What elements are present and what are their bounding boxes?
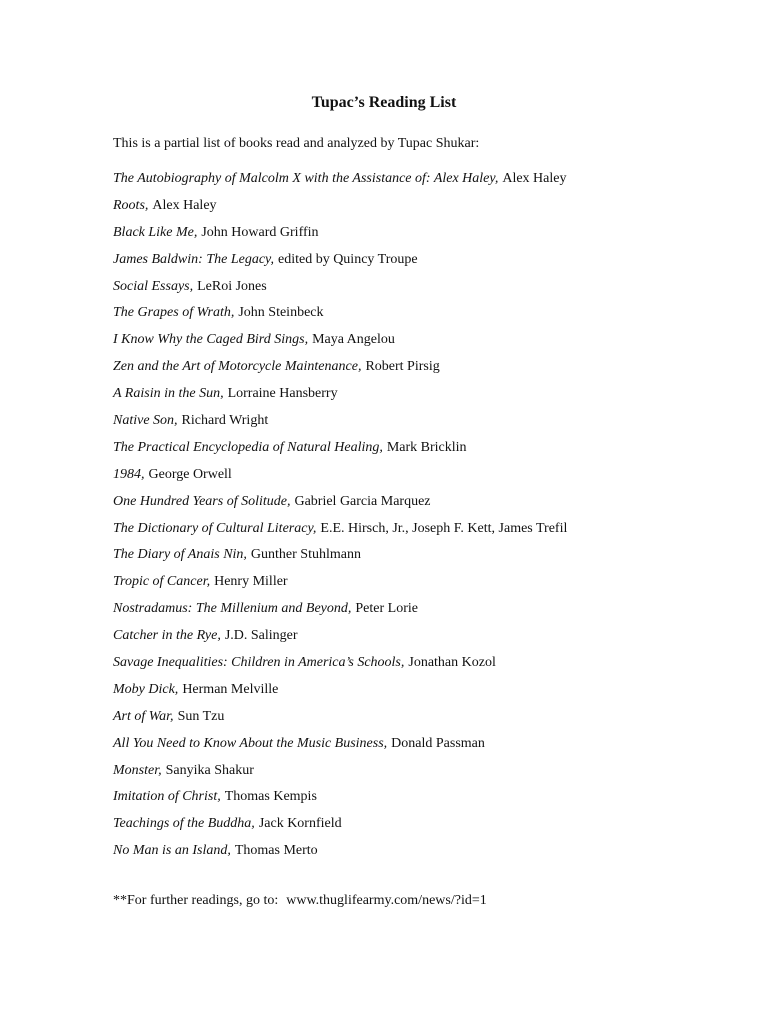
book-item <box>113 520 567 547</box>
book-author: George Orwell <box>148 466 232 482</box>
book-item <box>113 627 567 654</box>
book-author: Jack Kornfield <box>258 816 342 832</box>
book-title: Zen and the Art of Motorcycle Maintenance, <box>113 359 362 375</box>
book-item <box>113 439 567 466</box>
book-title: James Baldwin: The Legacy, <box>113 251 274 267</box>
book-title: Monster, <box>113 762 162 778</box>
book-title: Black Like Me, <box>113 224 198 240</box>
book-title: Social Essays, <box>113 278 194 294</box>
page-title: Tupac’s Reading List <box>311 94 457 111</box>
book-title: A Raisin in the Sun, <box>113 386 224 402</box>
book-author: Thomas Kempis <box>224 789 317 805</box>
book-title: Tropic of Cancer, <box>113 574 211 590</box>
book-author: Richard Wright <box>181 413 269 429</box>
intro-text: This is a partial list of books read and analyzed by Tupac Shukar: <box>113 136 480 151</box>
book-title: 1984, <box>113 466 145 482</box>
book-item <box>113 385 567 412</box>
book-author: Sun Tzu <box>177 708 225 724</box>
book-item <box>113 466 567 493</box>
book-title: Imitation of Christ, <box>113 789 221 805</box>
book-title: The Practical Encyclopedia of Natural Healing, <box>113 439 383 455</box>
book-author: Henry Miller <box>214 574 288 590</box>
book-author: E.E. Hirsch, Jr., Joseph F. Kett, James Trefil <box>320 520 568 536</box>
book-author: John Howard Griffin <box>201 224 319 240</box>
book-author: Donald Passman <box>391 735 485 751</box>
book-item <box>113 708 567 735</box>
book-author: Alex Haley <box>502 171 567 186</box>
book-title: Teachings of the Buddha, <box>113 816 255 832</box>
book-item <box>113 654 567 681</box>
book-author: Gabriel Garcia Marquez <box>294 493 431 509</box>
book-item <box>113 224 567 251</box>
book-item <box>113 762 567 789</box>
book-title: The Grapes of Wrath, <box>113 305 235 321</box>
book-item <box>113 197 567 224</box>
book-item <box>113 842 567 869</box>
book-item <box>113 304 567 331</box>
book-item <box>113 735 567 762</box>
book-title: Roots, <box>113 197 149 213</box>
book-author: Herman Melville <box>182 681 279 697</box>
book-author: LeRoi Jones <box>197 278 267 294</box>
book-author: Peter Lorie <box>355 601 418 617</box>
footer-text: **For further readings, go to: <box>113 893 279 908</box>
book-title: All You Need to Know About the Music Business, <box>113 735 388 751</box>
book-item <box>113 573 567 600</box>
book-title: Nostradamus: The Millenium and Beyond, <box>113 601 352 617</box>
footer-note <box>113 893 487 909</box>
book-author: Mark Bricklin <box>386 439 467 455</box>
book-item <box>113 815 567 842</box>
book-item <box>113 170 567 197</box>
book-item <box>113 331 567 358</box>
book-item <box>113 493 567 520</box>
book-item <box>113 600 567 627</box>
book-title: No Man is an Island, <box>113 843 231 859</box>
book-title: One Hundred Years of Solitude, <box>113 493 291 509</box>
book-item <box>113 278 567 305</box>
book-author: Gunther Stuhlmann <box>250 547 361 563</box>
book-title: Moby Dick, <box>113 681 179 697</box>
book-title: Art of War, <box>113 708 174 724</box>
book-author: Maya Angelou <box>312 332 395 348</box>
book-item <box>113 251 567 278</box>
book-author: Jonathan Kozol <box>408 655 496 671</box>
book-item <box>113 412 567 439</box>
book-list <box>113 170 567 869</box>
book-item <box>113 681 567 708</box>
book-title: Savage Inequalities: Children in America’s Schools, <box>113 655 405 671</box>
book-author: Robert Pirsig <box>365 359 440 375</box>
book-item <box>113 358 567 385</box>
book-title: The Dictionary of Cultural Literacy, <box>113 520 317 536</box>
book-title: Catcher in the Rye, <box>113 628 221 644</box>
book-item <box>113 788 567 815</box>
book-author: Thomas Merto <box>234 843 318 859</box>
book-title: I Know Why the Caged Bird Sings, <box>113 332 309 348</box>
book-title: Native Son, <box>113 413 178 429</box>
book-item <box>113 546 567 573</box>
book-author: J.D. Salinger <box>224 628 298 644</box>
book-author: edited by Quincy Troupe <box>277 251 418 267</box>
book-title: The Diary of Anais Nin, <box>113 547 247 563</box>
book-title: The Autobiography of Malcolm X with the Assistance of: Alex Haley, <box>113 171 499 186</box>
book-author: Lorraine Hansberry <box>227 386 338 402</box>
book-author: Sanyika Shakur <box>165 762 254 778</box>
book-author: John Steinbeck <box>238 305 324 321</box>
book-author: Alex Haley <box>152 197 217 213</box>
footer-url: www.thuglifearmy.com/news/?id=1 <box>286 893 487 908</box>
